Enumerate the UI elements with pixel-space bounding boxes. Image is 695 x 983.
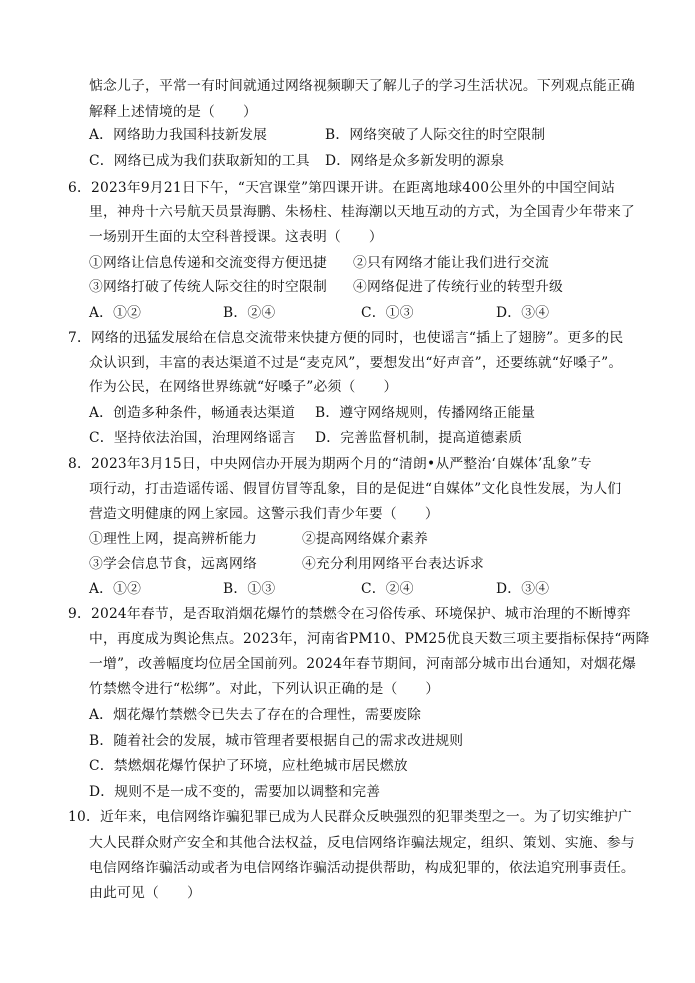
statement-1: ①网络让信息传递和交流变得方便迅捷 xyxy=(89,255,327,271)
option-c[interactable]: C．网络已成为我们获取新知的工具 xyxy=(89,153,310,169)
option-d[interactable]: D．规则不是一成不变的，需要加以调整和完善 xyxy=(89,784,381,800)
statement-4: ④网络促进了传统行业的转型升级 xyxy=(353,279,563,295)
question-number: 6． xyxy=(68,180,91,196)
option-c[interactable]: C．坚持依法治国，治理网络谣言 xyxy=(89,430,296,446)
option-b[interactable]: B．随着社会的发展，城市管理者要根据自己的需求改进规则 xyxy=(89,733,464,749)
question-number: 9． xyxy=(68,606,91,622)
question-number: 10． xyxy=(68,809,100,825)
option-b[interactable]: B．②④ xyxy=(223,305,276,321)
question-5-line-1: 惦念儿子，平常一有时间就通过网络视频聊天了解儿子的学习生活状况。下列观点能正确 xyxy=(89,78,635,94)
question-number: 7． xyxy=(68,330,91,346)
question-text: 2023年3月15日，中央网信办开展为期两个月的“清朗•从严整治‘自媒体’乱象”专 xyxy=(90,456,592,472)
option-a[interactable]: A．烟花爆竹禁燃令已失去了存在的合理性，需要废除 xyxy=(89,707,422,723)
option-a[interactable]: A．创造多种条件，畅通表达渠道 xyxy=(89,405,296,421)
question-10-line-4: 由此可见（ ） xyxy=(89,885,201,901)
option-c[interactable]: C．①③ xyxy=(361,305,414,321)
question-text: 近年来，电信网络诈骗犯罪已成为人民群众反映强烈的犯罪类型之一。为了切实维护广 xyxy=(99,809,632,825)
question-9-line-1 xyxy=(68,601,631,627)
option-a[interactable]: A．①② xyxy=(89,581,142,597)
question-7-line-2: 众认识到，丰富的表达渠道不过是“麦克风”，要想发出“好声音”，还要练就“好嗓子”。 xyxy=(89,355,623,371)
option-b[interactable]: B．①③ xyxy=(223,581,276,597)
statement-2: ②只有网络才能让我们进行交流 xyxy=(353,255,549,271)
question-10-line-2: 大人民群众财产安全和其他合法权益，反电信网络诈骗法规定，组织、策划、实施、参与 xyxy=(89,835,635,851)
option-a[interactable]: A．网络助力我国科技新发展 xyxy=(89,127,268,143)
question-6-line-1 xyxy=(68,175,615,201)
question-9-line-2: 中，再度成为舆论焦点。2023年，河南省PM10、PM25优良天数三项主要指标保持“两降 xyxy=(89,631,650,647)
option-c[interactable]: C．禁燃烟花爆竹保护了环境，应杜绝城市居民燃放 xyxy=(89,758,408,774)
statement-4: ④充分利用网络平台表达诉求 xyxy=(302,556,484,572)
question-9-line-3: 一增”，改善幅度均位居全国前列。2024年春节期间，河南部分城市出台通知，对烟花爆 xyxy=(89,656,637,672)
option-d[interactable]: D．网络是众多新发明的源泉 xyxy=(325,153,505,169)
question-8-line-2: 项行动，打击造谣传谣、假冒仿冒等乱象，目的是促进“自媒体”文化良性发展，为人们 xyxy=(89,481,622,497)
question-number: 8． xyxy=(68,456,91,472)
question-9-line-4: 竹禁燃令进行“松绑”。对此，下列认识正确的是（ ） xyxy=(89,681,440,697)
option-d[interactable]: D．③④ xyxy=(496,581,550,597)
statement-1: ①理性上网，提高辨析能力 xyxy=(89,531,257,547)
option-d[interactable]: D．完善监督机制，提高道德素质 xyxy=(315,430,523,446)
statement-2: ②提高网络媒介素养 xyxy=(302,531,428,547)
statement-3: ③网络打破了传统人际交往的时空限制 xyxy=(89,279,327,295)
option-a[interactable]: A．①② xyxy=(89,305,142,321)
question-8-line-1 xyxy=(68,451,592,477)
question-7-line-3: 作为公民，在网络世界练就“好嗓子”必须（ ） xyxy=(89,379,398,395)
question-text: 2023年9月21日下午，“天宫课堂”第四课开讲。在距离地球400公里外的中国空间站 xyxy=(90,180,616,196)
option-d[interactable]: D．③④ xyxy=(496,305,550,321)
question-7-line-1 xyxy=(68,325,623,351)
question-10-line-3: 电信网络诈骗活动或者为电信网络诈骗活动提供帮助，构成犯罪的，依法追究刑事责任。 xyxy=(89,860,635,876)
statement-3: ③学会信息节食，远离网络 xyxy=(89,556,257,572)
question-10-line-1 xyxy=(68,804,632,830)
question-6-line-3: 一场别开生面的太空科普授课。这表明（ ） xyxy=(89,229,383,245)
question-text: 2024年春节，是否取消烟花爆竹的禁燃令在习俗传承、环境保护、城市治理的不断博弈 xyxy=(90,606,631,622)
option-c[interactable]: C．②④ xyxy=(361,581,414,597)
question-8-line-3: 营造文明健康的网上家园。这警示我们青少年要（ ） xyxy=(89,506,439,522)
question-6-line-2: 里，神舟十六号航天员景海鹏、朱杨柱、桂海潮以天地互动的方式，为全国青少年带来了 xyxy=(89,204,635,220)
option-b[interactable]: B．遵守网络规则，传播网络正能量 xyxy=(315,405,536,421)
question-5-line-2: 解释上述情境的是（ ） xyxy=(89,104,257,120)
option-b[interactable]: B．网络突破了人际交往的时空限制 xyxy=(325,127,546,143)
question-text: 网络的迅猛发展给在信息交流带来快捷方便的同时，也使谣言“插上了翅膀”。更多的民 xyxy=(90,330,624,346)
